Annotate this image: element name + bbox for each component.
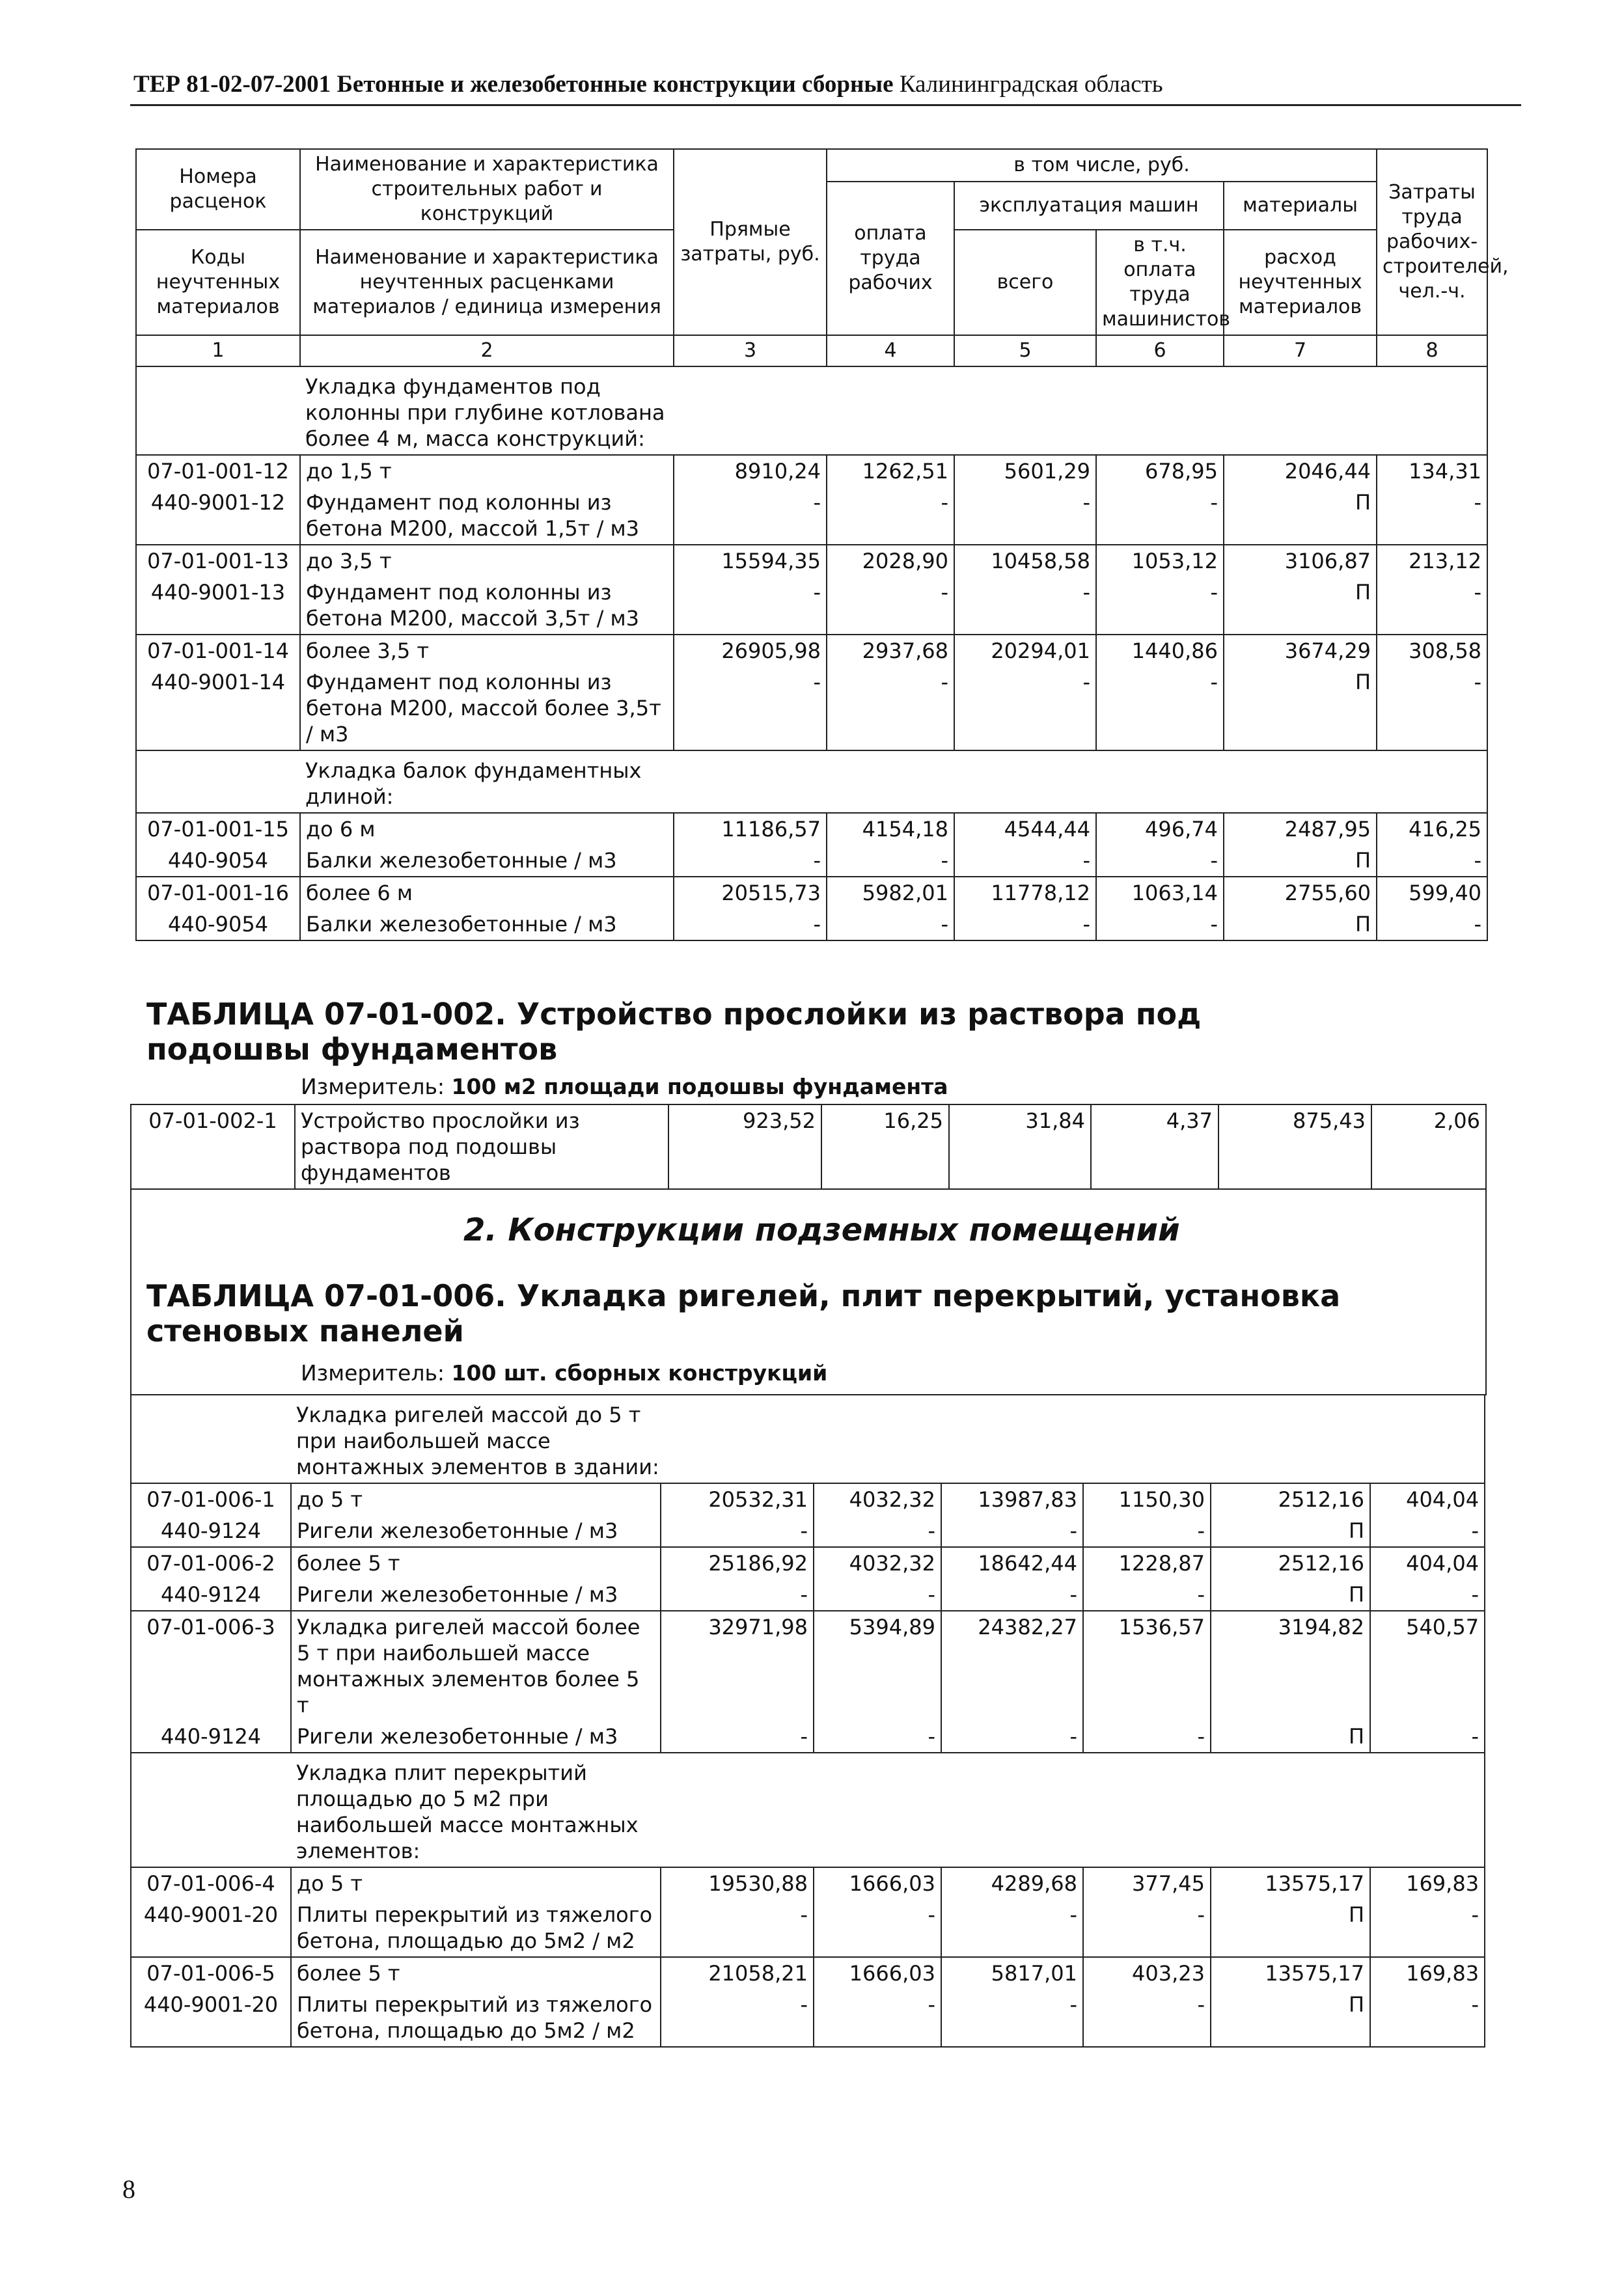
material-materials-cost: П xyxy=(1224,909,1377,940)
head-col1-bottom: Коды неучтенных материалов xyxy=(136,230,300,335)
labor-pay: 1666,03 xyxy=(814,1867,941,1899)
page-number: 8 xyxy=(122,2174,135,2204)
labor-pay: 4032,32 xyxy=(814,1483,941,1515)
head-col2-top: Наименование и характеристика строительных работ и конструкций xyxy=(300,149,674,230)
material-labor-hours: - xyxy=(1377,909,1487,940)
machines-total: 31,84 xyxy=(949,1104,1091,1189)
group-row xyxy=(131,1395,1485,1483)
table-row xyxy=(136,877,1487,909)
material-materials-cost: П xyxy=(1211,1579,1370,1611)
direct-cost: 8910,24 xyxy=(674,455,827,487)
machines-total: 10458,58 xyxy=(954,545,1096,577)
head-col8: Затраты труда рабочих-строителей, чел.-ч. xyxy=(1377,149,1487,335)
labor-hours: 416,25 xyxy=(1377,813,1487,845)
labor-pay: 16,25 xyxy=(821,1104,949,1189)
material-labor-hours: - xyxy=(1377,577,1487,635)
doc-region: Калининградская область xyxy=(899,71,1163,98)
table-006-title: ТАБЛИЦА 07-01-006. Укладка ригелей, плит перекрытий, установка стеновых панелей xyxy=(146,1278,1341,1349)
direct-cost: 923,52 xyxy=(668,1104,821,1189)
table-006-measure xyxy=(301,1360,827,1386)
rate-name: Укладка ригелей массой более 5 т при наибольшей массе монтажных элементов более 5 т xyxy=(291,1611,661,1721)
material-name: Фундамент под колонны из бетона М200, массой более 3,5т / м3 xyxy=(300,666,674,750)
material-code: 440-9001-20 xyxy=(131,1899,291,1957)
labor-pay: 2937,68 xyxy=(827,635,954,666)
materials-cost: 3194,82 xyxy=(1211,1611,1370,1721)
materials-cost: 2487,95 xyxy=(1224,813,1377,845)
chapter-title: 2. Конструкции подземных помещений xyxy=(463,1212,1180,1248)
head-col6: в т.ч. оплата труда машинистов xyxy=(1096,230,1224,335)
material-name: Балки железобетонные / м3 xyxy=(300,909,674,940)
material-direct-cost: - xyxy=(661,1515,814,1547)
material-direct-cost: - xyxy=(674,845,827,877)
material-labor-pay: - xyxy=(814,1989,941,2047)
material-labor-hours: - xyxy=(1370,1515,1485,1547)
operators-pay: 1053,12 xyxy=(1096,545,1224,577)
table-row xyxy=(131,1483,1485,1515)
machines-total: 4289,68 xyxy=(941,1867,1083,1899)
measure-value: 100 шт. сборных конструкций xyxy=(451,1360,828,1386)
rate-name: до 5 т xyxy=(291,1483,661,1515)
direct-cost: 32971,98 xyxy=(661,1611,814,1721)
rates-table-006 xyxy=(130,1394,1485,2048)
material-code: 440-9001-20 xyxy=(131,1989,291,2047)
labor-hours: 404,04 xyxy=(1370,1483,1485,1515)
labor-hours: 169,83 xyxy=(1370,1957,1485,1989)
material-name: Ригели железобетонные / м3 xyxy=(291,1515,661,1547)
head-col5: всего xyxy=(954,230,1096,335)
header-rule xyxy=(130,104,1521,106)
head-col4: оплата труда рабочих xyxy=(827,182,954,335)
material-operators-pay: - xyxy=(1083,1989,1211,2047)
labor-pay: 4032,32 xyxy=(814,1547,941,1579)
material-materials-cost: П xyxy=(1224,577,1377,635)
material-code: 440-9124 xyxy=(131,1579,291,1611)
machines-total: 13987,83 xyxy=(941,1483,1083,1515)
material-machines-total: - xyxy=(941,1721,1083,1753)
rate-name: Устройство прослойки из раствора под подошвы фундаментов xyxy=(295,1104,668,1189)
col-num: 7 xyxy=(1224,335,1377,366)
material-machines-total: - xyxy=(941,1989,1083,2047)
material-labor-pay: - xyxy=(814,1515,941,1547)
material-operators-pay: - xyxy=(1083,1721,1211,1753)
rate-name: более 6 м xyxy=(300,877,674,909)
material-labor-pay: - xyxy=(827,487,954,545)
material-code: 440-9001-13 xyxy=(136,577,300,635)
group-row xyxy=(131,1753,1485,1867)
material-labor-pay: - xyxy=(814,1721,941,1753)
material-code: 440-9001-12 xyxy=(136,487,300,545)
material-name: Плиты перекрытий из тяжелого бетона, площадью до 5м2 / м2 xyxy=(291,1989,661,2047)
measure-label: Измеритель: xyxy=(301,1074,445,1099)
material-row xyxy=(136,487,1487,545)
material-labor-hours: - xyxy=(1370,1899,1485,1957)
direct-cost: 26905,98 xyxy=(674,635,827,666)
rates-table-002 xyxy=(130,1104,1487,1190)
material-row xyxy=(136,577,1487,635)
direct-cost: 15594,35 xyxy=(674,545,827,577)
group-title: Укладка балок фундаментных длиной: xyxy=(305,758,642,809)
head-machines: эксплуатация машин xyxy=(954,182,1224,230)
material-row xyxy=(131,1989,1485,2047)
labor-pay: 2028,90 xyxy=(827,545,954,577)
table-row xyxy=(131,1611,1485,1721)
col-num: 1 xyxy=(136,335,300,366)
materials-cost: 2755,60 xyxy=(1224,877,1377,909)
material-operators-pay: - xyxy=(1096,845,1224,877)
doc-title: Бетонные и железобетонные конструкции сборные xyxy=(337,71,894,98)
col-num: 8 xyxy=(1377,335,1487,366)
operators-pay: 678,95 xyxy=(1096,455,1224,487)
material-direct-cost: - xyxy=(674,909,827,940)
measure-value: 100 м2 площади подошвы фундамента xyxy=(451,1074,948,1099)
rate-code: 07-01-001-16 xyxy=(136,877,300,909)
col-num: 5 xyxy=(954,335,1096,366)
labor-hours: 599,40 xyxy=(1377,877,1487,909)
material-row xyxy=(131,1515,1485,1547)
col-num: 6 xyxy=(1096,335,1224,366)
machines-total: 5817,01 xyxy=(941,1957,1083,1989)
materials-cost: 2512,16 xyxy=(1211,1547,1370,1579)
rate-code: 07-01-006-4 xyxy=(131,1867,291,1899)
material-machines-total: - xyxy=(954,577,1096,635)
material-name: Фундамент под колонны из бетона М200, массой 3,5т / м3 xyxy=(300,577,674,635)
material-operators-pay: - xyxy=(1083,1579,1211,1611)
material-operators-pay: - xyxy=(1096,909,1224,940)
material-machines-total: - xyxy=(954,666,1096,750)
table-002-measure xyxy=(301,1074,948,1099)
material-direct-cost: - xyxy=(674,577,827,635)
material-row xyxy=(131,1721,1485,1753)
operators-pay: 496,74 xyxy=(1096,813,1224,845)
materials-cost: 2046,44 xyxy=(1224,455,1377,487)
machines-total: 20294,01 xyxy=(954,635,1096,666)
head-col1-top: Номера расценок xyxy=(136,149,300,230)
table-row xyxy=(136,813,1487,845)
material-direct-cost: - xyxy=(674,666,827,750)
material-operators-pay: - xyxy=(1096,487,1224,545)
material-materials-cost: П xyxy=(1211,1899,1370,1957)
table-row xyxy=(131,1867,1485,1899)
material-materials-cost: П xyxy=(1224,666,1377,750)
material-labor-hours: - xyxy=(1377,487,1487,545)
direct-cost: 20532,31 xyxy=(661,1483,814,1515)
materials-cost: 13575,17 xyxy=(1211,1957,1370,1989)
rate-name: более 5 т xyxy=(291,1547,661,1579)
page-header xyxy=(133,70,1299,98)
material-materials-cost: П xyxy=(1224,487,1377,545)
operators-pay: 1440,86 xyxy=(1096,635,1224,666)
material-machines-total: - xyxy=(954,487,1096,545)
labor-pay: 1262,51 xyxy=(827,455,954,487)
operators-pay: 1150,30 xyxy=(1083,1483,1211,1515)
material-labor-pay: - xyxy=(814,1579,941,1611)
labor-hours: 213,12 xyxy=(1377,545,1487,577)
head-col2-bottom: Наименование и характеристика неучтенных расценками материалов / единица измерения xyxy=(300,230,674,335)
rate-code: 07-01-002-1 xyxy=(131,1104,295,1189)
rate-name: до 6 м xyxy=(300,813,674,845)
material-labor-hours: - xyxy=(1370,1579,1485,1611)
material-direct-cost: - xyxy=(661,1899,814,1957)
rate-code: 07-01-001-12 xyxy=(136,455,300,487)
group-title: Укладка ригелей массой до 5 т при наибольшей массе монтажных элементов в здании: xyxy=(296,1403,659,1479)
labor-pay: 4154,18 xyxy=(827,813,954,845)
operators-pay: 1228,87 xyxy=(1083,1547,1211,1579)
material-row xyxy=(131,1579,1485,1611)
material-operators-pay: - xyxy=(1083,1899,1211,1957)
group-title: Укладка фундаментов под колонны при глубине котлована более 4 м, масса конструкций: xyxy=(305,374,665,451)
head-col3: Прямые затраты, руб. xyxy=(674,149,827,335)
table-row xyxy=(131,1104,1486,1189)
direct-cost: 25186,92 xyxy=(661,1547,814,1579)
materials-cost: 13575,17 xyxy=(1211,1867,1370,1899)
direct-cost: 11186,57 xyxy=(674,813,827,845)
operators-pay: 403,23 xyxy=(1083,1957,1211,1989)
material-labor-pay: - xyxy=(827,577,954,635)
labor-hours: 308,58 xyxy=(1377,635,1487,666)
rate-name: до 1,5 т xyxy=(300,455,674,487)
rate-name: более 5 т xyxy=(291,1957,661,1989)
material-machines-total: - xyxy=(941,1899,1083,1957)
material-direct-cost: - xyxy=(661,1579,814,1611)
material-code: 440-9054 xyxy=(136,909,300,940)
operators-pay: 1536,57 xyxy=(1083,1611,1211,1721)
material-materials-cost: П xyxy=(1224,845,1377,877)
table-002-title: ТАБЛИЦА 07-01-002. Устройство прослойки из раствора под подошвы фундаментов xyxy=(146,996,1202,1067)
rate-code: 07-01-001-15 xyxy=(136,813,300,845)
rate-code: 07-01-006-2 xyxy=(131,1547,291,1579)
rate-name: более 3,5 т xyxy=(300,635,674,666)
material-name: Балки железобетонные / м3 xyxy=(300,845,674,877)
material-materials-cost: П xyxy=(1211,1721,1370,1753)
measure-label: Измеритель: xyxy=(301,1360,445,1386)
rate-code: 07-01-006-1 xyxy=(131,1483,291,1515)
col-num: 4 xyxy=(827,335,954,366)
head-col7: расход неучтенных материалов xyxy=(1224,230,1377,335)
group-row xyxy=(136,366,1487,455)
operators-pay: 4,37 xyxy=(1091,1104,1218,1189)
head-materials: материалы xyxy=(1224,182,1377,230)
material-name: Ригели железобетонные / м3 xyxy=(291,1721,661,1753)
rates-table-001 xyxy=(135,148,1509,941)
material-direct-cost: - xyxy=(661,1721,814,1753)
material-machines-total: - xyxy=(941,1579,1083,1611)
operators-pay: 377,45 xyxy=(1083,1867,1211,1899)
labor-pay: 5982,01 xyxy=(827,877,954,909)
table-row xyxy=(131,1547,1485,1579)
material-direct-cost: - xyxy=(661,1989,814,2047)
labor-hours: 134,31 xyxy=(1377,455,1487,487)
materials-cost: 875,43 xyxy=(1218,1104,1371,1189)
labor-pay: 1666,03 xyxy=(814,1957,941,1989)
material-operators-pay: - xyxy=(1083,1515,1211,1547)
labor-hours: 169,83 xyxy=(1370,1867,1485,1899)
materials-cost: 3674,29 xyxy=(1224,635,1377,666)
material-row xyxy=(136,909,1487,940)
table-row xyxy=(131,1957,1485,1989)
rate-name: до 3,5 т xyxy=(300,545,674,577)
material-labor-pay: - xyxy=(827,666,954,750)
table-row xyxy=(136,545,1487,577)
material-operators-pay: - xyxy=(1096,666,1224,750)
material-labor-hours: - xyxy=(1370,1721,1485,1753)
labor-hours: 2,06 xyxy=(1371,1104,1486,1189)
rate-code: 07-01-001-14 xyxy=(136,635,300,666)
material-labor-pay: - xyxy=(827,909,954,940)
labor-hours: 540,57 xyxy=(1370,1611,1485,1721)
labor-pay: 5394,89 xyxy=(814,1611,941,1721)
material-machines-total: - xyxy=(954,909,1096,940)
material-labor-pay: - xyxy=(814,1899,941,1957)
operators-pay: 1063,14 xyxy=(1096,877,1224,909)
machines-total: 11778,12 xyxy=(954,877,1096,909)
materials-cost: 3106,87 xyxy=(1224,545,1377,577)
material-direct-cost: - xyxy=(674,487,827,545)
rate-code: 07-01-001-13 xyxy=(136,545,300,577)
machines-total: 24382,27 xyxy=(941,1611,1083,1721)
direct-cost: 20515,73 xyxy=(674,877,827,909)
material-machines-total: - xyxy=(954,845,1096,877)
material-code: 440-9124 xyxy=(131,1515,291,1547)
material-labor-hours: - xyxy=(1377,666,1487,750)
material-row xyxy=(136,845,1487,877)
rate-code: 07-01-006-3 xyxy=(131,1611,291,1721)
machines-total: 4544,44 xyxy=(954,813,1096,845)
machines-total: 5601,29 xyxy=(954,455,1096,487)
rate-code: 07-01-006-5 xyxy=(131,1957,291,1989)
material-materials-cost: П xyxy=(1211,1515,1370,1547)
machines-total: 18642,44 xyxy=(941,1547,1083,1579)
col-num: 3 xyxy=(674,335,827,366)
material-row xyxy=(131,1899,1485,1957)
material-name: Плиты перекрытий из тяжелого бетона, площадью до 5м2 / м2 xyxy=(291,1899,661,1957)
doc-code: ТЕР 81-02-07-2001 xyxy=(133,71,331,98)
material-row xyxy=(136,666,1487,750)
material-code: 440-9054 xyxy=(136,845,300,877)
col-num: 2 xyxy=(300,335,674,366)
head-incl: в том числе, руб. xyxy=(827,149,1377,182)
material-code: 440-9124 xyxy=(131,1721,291,1753)
material-labor-hours: - xyxy=(1370,1989,1485,2047)
material-code: 440-9001-14 xyxy=(136,666,300,750)
material-machines-total: - xyxy=(941,1515,1083,1547)
rate-name: до 5 т xyxy=(291,1867,661,1899)
labor-hours: 404,04 xyxy=(1370,1547,1485,1579)
material-labor-pay: - xyxy=(827,845,954,877)
direct-cost: 21058,21 xyxy=(661,1957,814,1989)
group-title: Укладка плит перекрытий площадью до 5 м2 при наибольшей массе монтажных элементов: xyxy=(296,1761,639,1863)
material-labor-hours: - xyxy=(1377,845,1487,877)
material-name: Ригели железобетонные / м3 xyxy=(291,1579,661,1611)
table-row xyxy=(136,635,1487,666)
material-operators-pay: - xyxy=(1096,577,1224,635)
group-row xyxy=(136,750,1487,813)
direct-cost: 19530,88 xyxy=(661,1867,814,1899)
material-materials-cost: П xyxy=(1211,1989,1370,2047)
materials-cost: 2512,16 xyxy=(1211,1483,1370,1515)
material-name: Фундамент под колонны из бетона М200, массой 1,5т / м3 xyxy=(300,487,674,545)
table-row xyxy=(136,455,1487,487)
